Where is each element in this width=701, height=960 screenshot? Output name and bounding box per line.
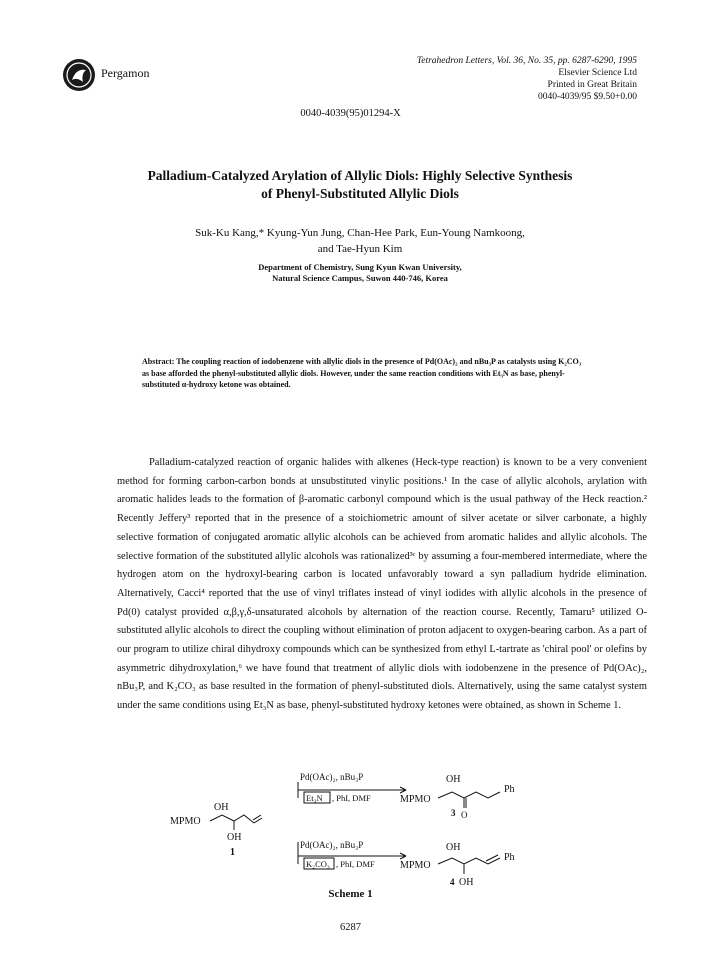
pergamon-logo (62, 58, 96, 92)
product-3-skeleton (438, 792, 500, 798)
start-oh-bottom: OH (227, 832, 242, 843)
journal-publisher: Elsevier Science Ltd (558, 68, 637, 78)
title-line-1: Palladium-Catalyzed Arylation of Allylic Diols: Highly Selective Synthesis (147, 168, 573, 183)
authors-line-1: Suk-Ku Kang,* Kyung-Yun Jung, Chan-Hee Park, Eun-Young Namkoong, (195, 227, 525, 239)
product-3-mpmo: MPMO (400, 794, 431, 805)
authors (100, 225, 620, 257)
catalyst-bottom: Pd(OAc)₂, nBu₃P (300, 840, 364, 850)
article-doi: 0040-4039(95)01294-X (300, 108, 401, 119)
product-3-o: O (461, 810, 468, 820)
product-3-oh: OH (446, 774, 461, 785)
body-text (117, 454, 647, 716)
start-skeleton (210, 815, 254, 823)
page-number: 6287 (340, 922, 361, 933)
affiliation (120, 262, 600, 284)
journal-printed: Printed in Great Britain (547, 80, 637, 90)
affiliation-line-1: Department of Chemistry, Sung Kyun Kwan University, (258, 262, 462, 272)
product-4-oh-bottom: OH (459, 877, 474, 888)
base-bottom: K₂CO₃ (306, 859, 330, 869)
product-4-oh-top: OH (446, 842, 461, 853)
abstract: Abstract: The coupling reaction of iodobenzene with allylic diols in the presence of Pd(OAc)₂ and nBu₃P as catalysts using K₂CO₃ as base afforded the phenyl-substituted allylic diols. However, under the same reaction conditions with Et₃N as base, phenyl-substituted α-hydroxy ketone was obtained. (142, 357, 582, 389)
compound-3-label: 3 (451, 808, 456, 818)
affiliation-line-2: Natural Science Campus, Suwon 440-746, Korea (272, 273, 448, 283)
journal-info (417, 55, 637, 103)
product-4-mpmo: MPMO (400, 860, 431, 871)
compound-4-label: 4 (450, 877, 455, 887)
start-mpmo: MPMO (170, 816, 201, 827)
body-paragraph: Palladium-catalyzed reaction of organic halides with alkenes (Heck-type reaction) is known to be a very convenient method for forming carbon-carbon bonds at unsubstituted vinylic positions.¹ In the case of allylic alcohols, arylation with aromatic halides leads to the formation of β-aromatic carbonyl compound which is the usual pathway of the Heck reaction.² Recently Jeffery³ reported that in the presence of a stoichiometric amount of silver acetate or silver carbonate, a highly selective formation of conjugated aromatic allylic alcohols can be achieved from aromatic halides and allylic alcohols. The selective formation of the substituted allylic alcohols was rationalized³ᶜ by assuming a four-membered intermediate, where the hydrogen atom on the hydroxyl-bearing carbon is located unfavorably toward a syn palladium hydride elimination. Alternatively, Cacci⁴ reported that the use of vinyl triflates instead of vinyl iodides with allylic alcohols in the presence of Pd(0) catalyst provided α,β,γ,δ-unsaturated alcohols by alternation of the reaction course. Recently, Tamaru⁵ utilized O-substituted allylic alcohols to direct the coupling without elimination of proton adjacent to oxygen-bearing carbon. As a part of our program to utilize chiral dihydroxy compounds which can be synthesized from ethyl L-tartrate as 'chiral pool' or olefins by asymmetric dihydroxylation,⁶ we have found that treatment of allylic diols with iodobenzene in the presence of Pd(OAc)₂, nBu₃P, and K₂CO₃ as base resulted in the formation of phenyl-substituted diols. Alternatively, using the same catalyst system under the same conditions using Et₃N as base, phenyl-substituted hydroxy ketones were obtained, as shown in Scheme 1. (117, 457, 647, 712)
catalyst-top: Pd(OAc)₂, nBu₃P (300, 772, 364, 782)
product-3-carbonyl (464, 798, 466, 808)
title-line-2: of Phenyl-Substituted Allylic Diols (261, 186, 459, 201)
product-3-ph: Ph (504, 784, 515, 795)
journal-citation: Tetrahedron Letters, Vol. 36, No. 35, pp. 6287-6290, 1995 (416, 56, 637, 66)
start-oh-top: OH (214, 802, 229, 813)
scheme-caption: Scheme 1 (328, 888, 373, 900)
product-4-ph: Ph (504, 852, 515, 863)
compound-1-label: 1 (230, 847, 235, 858)
cond-bottom: , PhI, DMF (336, 859, 375, 869)
publisher-name: Pergamon (101, 66, 150, 80)
paper-title (80, 167, 640, 203)
cond-top: , PhI, DMF (332, 793, 371, 803)
base-top: Et₃N (306, 793, 323, 803)
scheme-1-diagram (170, 768, 550, 898)
journal-price: 0040-4039/95 $9.50+0.00 (537, 92, 637, 102)
authors-line-2: and Tae-Hyun Kim (317, 243, 403, 255)
